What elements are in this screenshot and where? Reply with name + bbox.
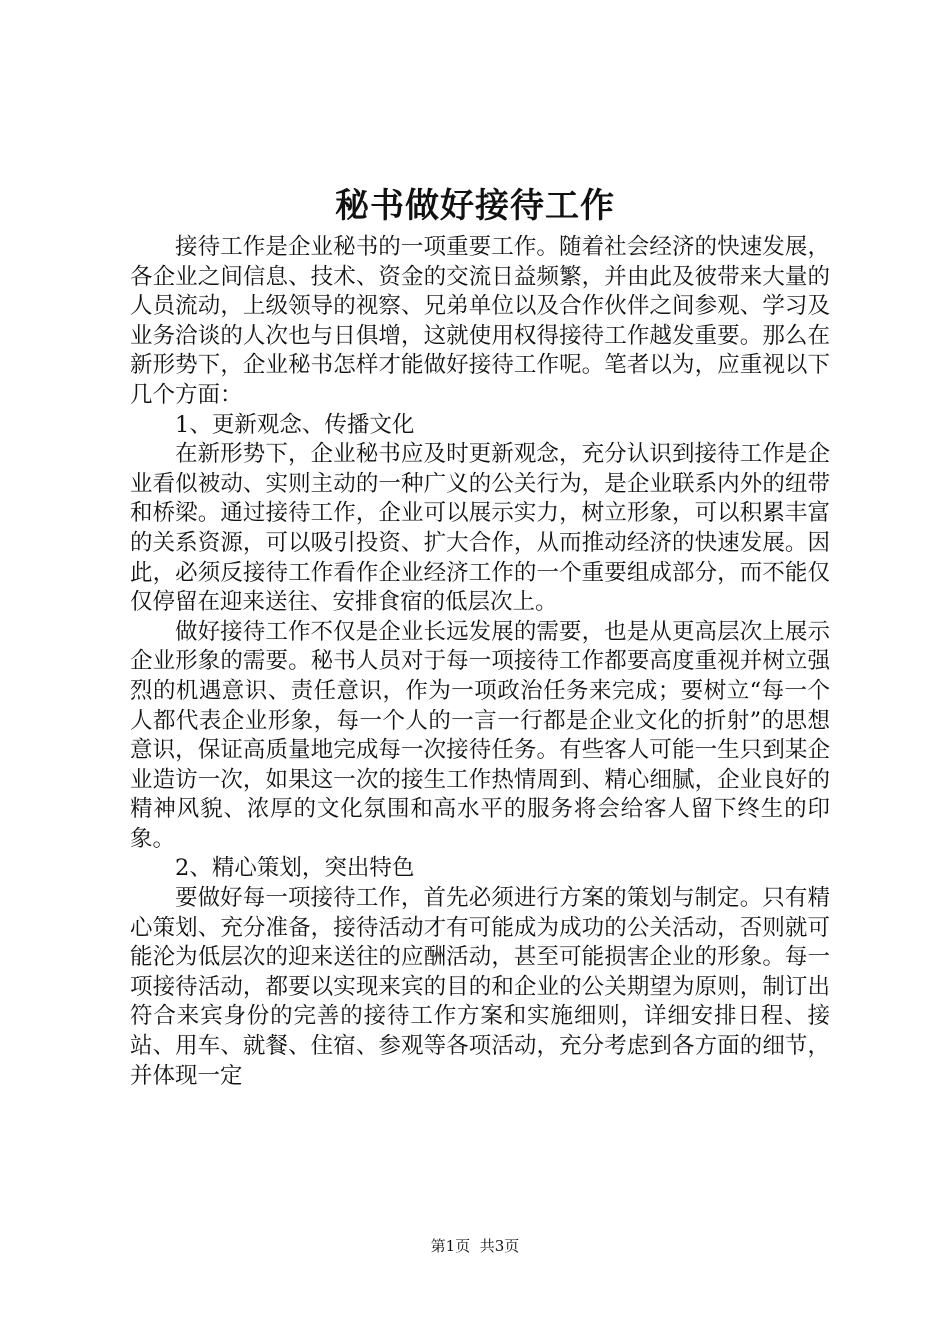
paragraph-section1-b: 做好接待工作不仅是企业长远发展的需要，也是从更高层次上展示企业形象的需要。秘书人员对于每一项接待工作都要高度重视并树立强烈的机遇意识、责任意识，作为一项政治任务来完成；要树立“每一个人都代表企业形象，每一个人的一言一行都是企业文化的折射”的思想意识，保证高质量地完成每一次接待任务。有些客人可能一生只到某企业造访一次，如果这一次的接生工作热情周到、精心细腻，企业良好的精神风貌、浓厚的文化氛围和高水平的服务将会给客人留下终生的印象。 (130, 618, 830, 852)
document-body (130, 233, 830, 1091)
section-heading-2: 2、精心策划，突出特色 (175, 855, 415, 882)
paragraph-section1-a: 在新形势下，企业秘书应及时更新观念，充分认识到接待工作是企业看似被动、实则主动的一种广义的公关行为，是企业联系内外的纽带和桥梁。通过接待工作，企业可以展示实力，树立形象，可以积累丰富的关系资源，可以吸引投资、扩大合作，从而推动经济的快速发展。因此，必须反接待工作看作企业经济工作的一个重要组成部分，而不能仅仅停留在迎来送往、安排食宿的低层次上。 (130, 441, 830, 616)
page-number: 第1页 (430, 1237, 471, 1255)
paragraph-section2-a: 要做好每一项接待工作，首先必须进行方案的策划与制定。只有精心策划、充分准备，接待活动才有可能成为成功的公关活动，否则就可能沦为低层次的迎来送往的应酬活动，甚至可能损害企业的形象。每一项接待活动，都要以实现来宾的目的和企业的公关期望为原则，制订出符合来宾身份的完善的接待工作方案和实施细则，详细安排日程、接站、用车、就餐、住宿、参观等各项活动，充分考虑到各方面的细节，并体现一定 (130, 885, 830, 1089)
section-heading-1: 1、更新观念、传播文化 (175, 411, 415, 438)
page-footer (0, 1236, 950, 1256)
paragraph-intro: 接待工作是企业秘书的一项重要工作。随着社会经济的快速发展，各企业之间信息、技术、资金的交流日益频繁，并由此及彼带来大量的人员流动，上级领导的视察、兄弟单位以及合作伙伴之间参观、学习及业务洽谈的人次也与日俱增，这就使用权得接待工作越发重要。那么在新形势下，企业秘书怎样才能做好接待工作呢。笔者以为，应重视以下几个方面： (130, 234, 830, 408)
page-total: 共3页 (479, 1237, 520, 1255)
page-title: 秘书做好接待工作 (335, 186, 615, 226)
